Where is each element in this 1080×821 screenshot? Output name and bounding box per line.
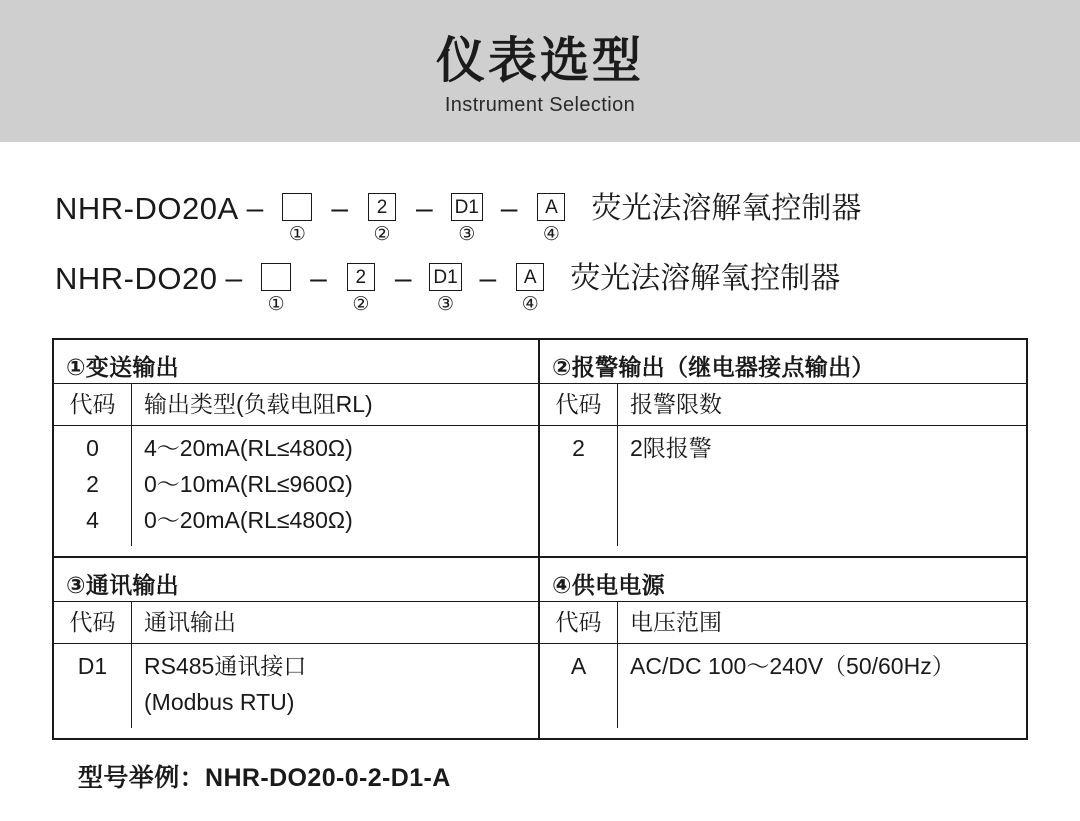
group-alarm-output xyxy=(540,340,1026,556)
slot-index: ② xyxy=(352,294,370,315)
group-power-supply xyxy=(540,558,1026,738)
table-header-row xyxy=(54,602,538,644)
dash-separator: – xyxy=(331,192,349,225)
column-header-code: 代码 xyxy=(540,384,618,425)
slot-index: ① xyxy=(288,224,306,245)
value-cell-spacer xyxy=(630,684,1020,720)
value-cell-spacer xyxy=(630,502,1020,538)
value-cell: 0～20mA(RL≤480Ω) xyxy=(144,507,353,533)
code-cell: 0 xyxy=(86,435,99,461)
table-row xyxy=(54,340,1026,556)
value-column xyxy=(132,426,538,546)
value-cell: AC/DC 100～240V（50/60Hz） xyxy=(630,653,955,679)
slot-index: ① xyxy=(267,294,285,315)
code-cell: 2 xyxy=(86,471,99,497)
slot-value: D1 xyxy=(429,263,461,291)
model-description: 荧光法溶解氧控制器 xyxy=(570,262,841,295)
slot-value: A xyxy=(516,263,544,291)
group-body xyxy=(540,384,1026,556)
column-header-value: 报警限数 xyxy=(630,391,722,417)
model-slot-1 xyxy=(271,188,323,244)
code-cell-spacer xyxy=(540,502,617,538)
slot-index: ③ xyxy=(458,224,476,245)
slot-value xyxy=(261,263,291,291)
code-cell-spacer xyxy=(54,684,131,720)
column-header-code: 代码 xyxy=(54,384,132,425)
slot-index: ④ xyxy=(542,224,560,245)
group-title: ③通讯输出 xyxy=(54,558,538,602)
table-body xyxy=(540,426,1026,556)
table-body xyxy=(54,426,538,556)
model-code-line xyxy=(55,188,1080,258)
page-title: 仪表选型 xyxy=(435,34,644,89)
dash-separator: – xyxy=(246,192,264,225)
slot-value: D1 xyxy=(451,193,483,221)
dash-separator: – xyxy=(310,262,327,295)
code-column xyxy=(54,426,132,546)
code-cell: 4 xyxy=(86,507,99,533)
value-column xyxy=(618,644,1026,728)
code-column xyxy=(540,644,618,728)
page-subtitle: Instrument Selection xyxy=(444,93,636,116)
group-body xyxy=(54,384,538,556)
table-body xyxy=(54,644,538,738)
table-header-row xyxy=(540,602,1026,644)
code-cell-spacer xyxy=(540,466,617,502)
value-cell: (Modbus RTU) xyxy=(144,689,295,715)
slot-index: ④ xyxy=(521,294,539,315)
code-column xyxy=(540,426,618,546)
group-title: ④供电电源 xyxy=(540,558,1026,602)
dash-separator: – xyxy=(500,192,518,225)
value-cell-spacer xyxy=(630,466,1020,502)
group-communication-output xyxy=(54,558,540,738)
group-title: ①变送输出 xyxy=(54,340,538,384)
slot-value: 2 xyxy=(347,263,375,291)
column-header-code: 代码 xyxy=(540,602,618,643)
column-header-value: 通讯输出 xyxy=(144,609,236,635)
value-column xyxy=(132,644,538,728)
table-body xyxy=(540,644,1026,738)
slot-index: ② xyxy=(373,224,391,245)
selection-table xyxy=(52,338,1028,740)
model-code-line xyxy=(55,258,1080,328)
value-cell: 0～10mA(RL≤960Ω) xyxy=(144,471,353,497)
page-header xyxy=(0,0,1080,142)
model-slot-2 xyxy=(335,258,387,314)
slot-value xyxy=(282,193,312,221)
value-cell: 4～20mA(RL≤480Ω) xyxy=(144,435,353,461)
dash-separator: – xyxy=(416,192,433,225)
group-title: ②报警输出（继电器接点输出） xyxy=(540,340,1026,384)
model-name: NHR-DO20A xyxy=(55,191,239,226)
slot-index: ③ xyxy=(437,294,455,315)
slot-value: A xyxy=(537,193,565,221)
model-slot-2 xyxy=(356,188,408,244)
table-header-row xyxy=(540,384,1026,426)
value-column xyxy=(618,426,1026,546)
dash-separator: – xyxy=(394,262,412,295)
dash-separator: – xyxy=(225,262,243,295)
value-cell: 2限报警 xyxy=(630,435,712,461)
code-cell: D1 xyxy=(77,653,108,679)
group-body xyxy=(54,602,538,738)
column-header-code: 代码 xyxy=(54,602,132,643)
code-cell: 2 xyxy=(572,435,585,461)
model-example: 型号举例：NHR-DO20-0-2-D1-A xyxy=(78,764,451,792)
model-slot-4 xyxy=(504,258,556,314)
group-body xyxy=(540,602,1026,738)
slot-value: 2 xyxy=(368,193,396,221)
code-cell-spacer xyxy=(540,684,617,720)
model-slot-4 xyxy=(525,188,577,244)
code-column xyxy=(54,644,132,728)
model-slot-1 xyxy=(250,258,302,314)
group-transmit-output xyxy=(54,340,540,556)
table-row xyxy=(54,556,1026,738)
column-header-value: 电压范围 xyxy=(630,609,722,635)
model-code-block xyxy=(55,188,1080,328)
column-header-value: 输出类型(负载电阻RL) xyxy=(144,391,373,417)
model-slot-3 xyxy=(441,188,493,244)
value-cell: RS485通讯接口 xyxy=(144,653,307,679)
table-header-row xyxy=(54,384,538,426)
model-description: 荧光法溶解氧控制器 xyxy=(591,192,862,225)
dash-separator: – xyxy=(479,262,497,295)
model-name: NHR-DO20 xyxy=(55,261,218,296)
code-cell: A xyxy=(570,653,587,679)
model-slot-3 xyxy=(420,258,472,314)
